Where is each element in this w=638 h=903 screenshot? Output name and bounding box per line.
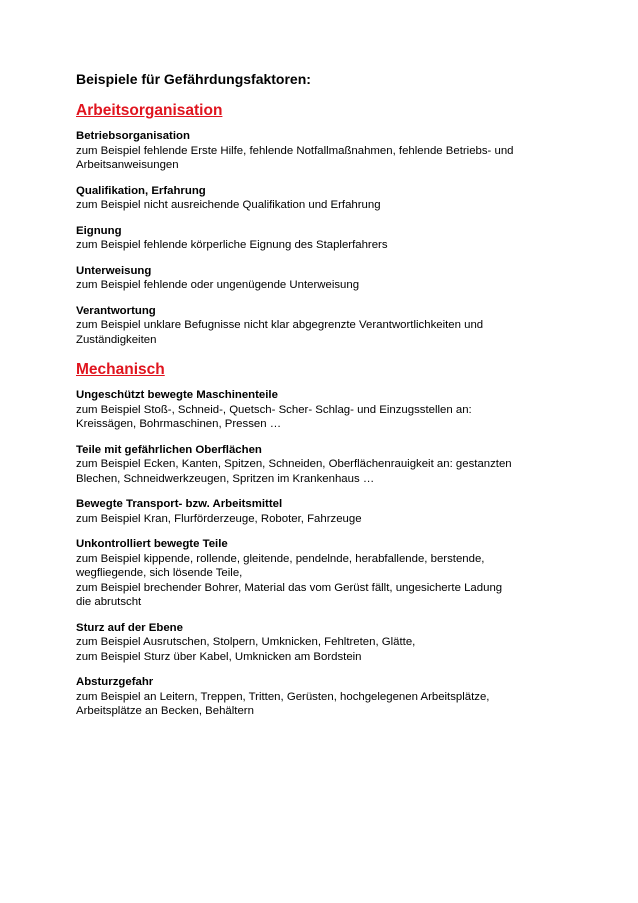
hazard-item-title: Sturz auf der Ebene <box>76 621 183 634</box>
hazard-item-text: zum Beispiel fehlende Erste Hilfe, fehlende Notfallmaßnahmen, fehlende Betriebs- und <box>76 144 514 157</box>
hazard-item <box>76 443 578 487</box>
hazard-item <box>76 264 578 293</box>
hazard-item-title: Qualifikation, Erfahrung <box>76 184 206 197</box>
hazard-item-text: Zuständigkeiten <box>76 333 157 346</box>
hazard-item <box>76 537 578 610</box>
hazard-item-text: zum Beispiel Stoß-, Schneid-, Quetsch- Scher- Schlag- und Einzugsstellen an: <box>76 403 472 416</box>
hazard-item-text: zum Beispiel fehlende oder ungenügende Unterweisung <box>76 279 360 291</box>
hazard-item-text: zum Beispiel Ecken, Kanten, Spitzen, Schneiden, Oberflächenrauigkeit an: gestanzten <box>76 458 512 470</box>
hazard-item-text: zum Beispiel Ausrutschen, Stolpern, Umknicken, Fehltreten, Glätte, <box>76 636 416 648</box>
hazard-item-text: Arbeitsanweisungen <box>76 159 179 171</box>
hazard-item <box>76 304 578 348</box>
hazard-item-title: Betriebsorganisation <box>76 130 190 142</box>
hazard-item-title: Ungeschützt bewegte Maschinenteile <box>76 389 278 401</box>
hazard-item-text: zum Beispiel Kran, Flurförderzeuge, Roboter, Fahrzeuge <box>76 512 362 525</box>
hazard-item <box>76 497 578 526</box>
hazard-item-title: Unterweisung <box>76 264 152 277</box>
hazard-item-title: Absturzgefahr <box>76 676 154 688</box>
hazard-item-title: Bewegte Transport- bzw. Arbeitsmittel <box>76 498 283 510</box>
hazard-item-text: Arbeitsplätze an Becken, Behältern <box>76 705 254 717</box>
hazard-item-text: zum Beispiel Sturz über Kabel, Umknicken am Bordstein <box>76 650 362 663</box>
hazard-item <box>76 388 578 432</box>
hazard-item-text: Kreissägen, Bohrmaschinen, Pressen … <box>76 418 282 430</box>
section-title: Mechanisch <box>76 361 165 378</box>
hazard-item-text: wegfliegende, sich lösende Teile, <box>76 567 243 579</box>
section-spacer <box>76 730 578 732</box>
hazard-item <box>76 129 578 173</box>
hazard-item-title: Eignung <box>76 224 122 237</box>
hazard-item-text: Blechen, Schneidwerkzeugen, Spritzen im Krankenhaus … <box>76 472 375 485</box>
hazard-item-text: die abrutscht <box>76 596 142 608</box>
hazard-item <box>76 184 578 213</box>
hazard-item-title: Teile mit gefährlichen Oberflächen <box>76 443 262 456</box>
hazard-item-text: zum Beispiel nicht ausreichende Qualifikation und Erfahrung <box>76 199 381 211</box>
hazard-item-text: zum Beispiel brechender Bohrer, Material das vom Gerüst fällt, ungesicherte Ladung <box>76 581 503 594</box>
hazard-item-text: zum Beispiel unklare Befugnisse nicht klar abgegrenzte Verantwortlichkeiten und <box>76 319 484 331</box>
page-title: Beispiele für Gefährdungsfaktoren: <box>76 71 311 87</box>
hazard-item-title: Unkontrolliert bewegte Teile <box>76 538 228 550</box>
hazard-item <box>76 224 578 253</box>
hazard-item-text: zum Beispiel an Leitern, Treppen, Tritten, Gerüsten, hochgelegenen Arbeitsplätze, <box>76 690 490 703</box>
section-title: Arbeitsorganisation <box>76 102 223 119</box>
hazard-item-text: zum Beispiel kippende, rollende, gleitende, pendelnde, herabfallende, berstende, <box>76 552 485 565</box>
hazard-item <box>76 621 578 665</box>
hazard-item-title: Verantwortung <box>76 304 156 317</box>
hazard-item <box>76 675 578 719</box>
hazard-item-text: zum Beispiel fehlende körperliche Eignung des Staplerfahrers <box>76 239 388 251</box>
sections-container <box>76 101 578 732</box>
